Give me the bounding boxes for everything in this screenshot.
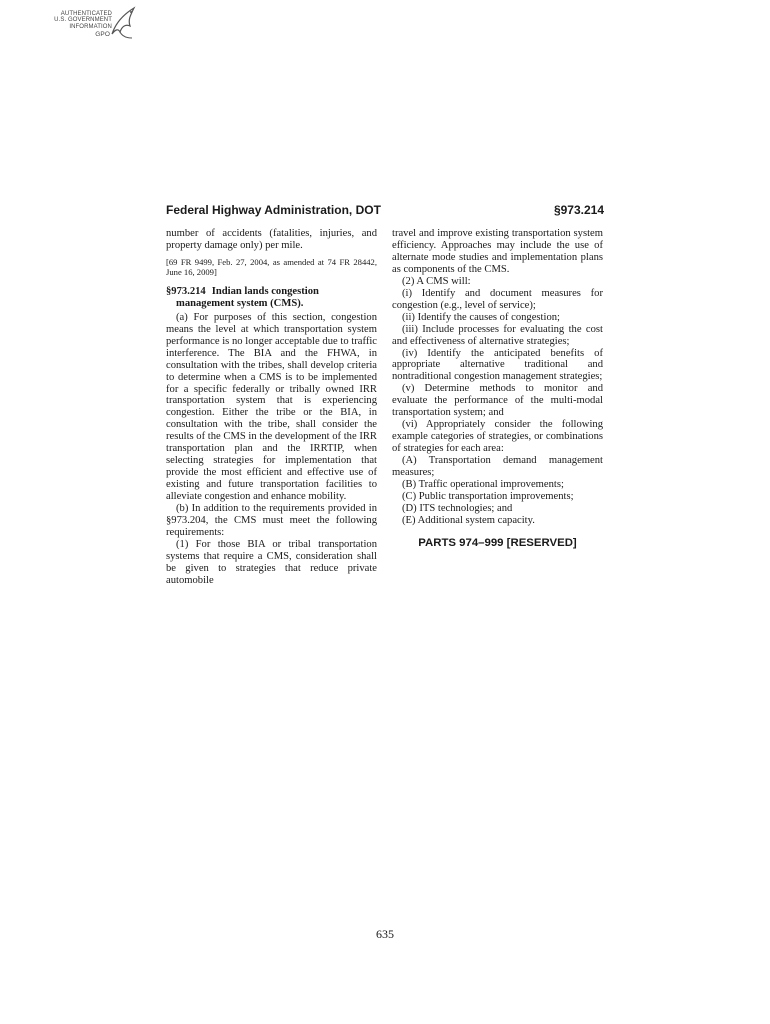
parts-reserved-heading: PARTS 974–999 [RESERVED] bbox=[418, 536, 577, 549]
paragraph-b: (b) In addition to the requirements provided in §973.204, the CMS must meet the following requirements: bbox=[166, 503, 377, 538]
item-ii: (ii) Identify the causes of congestion; bbox=[402, 311, 560, 323]
item-vi: (vi) Appropriately consider the following example categories of strategies, or combinations of strategies for each area: bbox=[392, 419, 603, 455]
section-header: §973.214 bbox=[553, 203, 604, 217]
citation: [69 FR 9499, Feb. 27, 2004, as amended at 74 FR 28442, June 16, 2009] bbox=[166, 256, 377, 278]
gpo-authentication-logo bbox=[28, 4, 140, 48]
agency-header: Federal Highway Administration, DOT bbox=[166, 203, 381, 217]
page-number: 635 bbox=[376, 927, 394, 941]
logo-line-2: U.S. GOVERNMENT bbox=[54, 17, 112, 24]
item-B: (B) Traffic operational improvements; bbox=[402, 479, 564, 491]
section-heading bbox=[166, 286, 377, 310]
section-number: §973.214 bbox=[166, 285, 206, 297]
item-E: (E) Additional system capacity. bbox=[402, 514, 535, 526]
gpo-logo-text bbox=[28, 11, 112, 39]
logo-line-3: INFORMATION bbox=[69, 23, 112, 30]
item-C: (C) Public transportation improvements; bbox=[402, 490, 574, 502]
item-iii: (iii) Include processes for evaluating the cost and effectiveness of alternative strategies; bbox=[392, 323, 603, 347]
item-D: (D) ITS technologies; and bbox=[402, 502, 513, 514]
running-head bbox=[166, 203, 604, 219]
right-column bbox=[392, 228, 603, 550]
item-i: (i) Identify and document measures for congestion (e.g., level of service); bbox=[392, 287, 603, 311]
paragraph-b-1-continued: travel and improve existing transportation system efficiency. Approaches may include the use of alternate mode studies and implementation plans as components of the CMS. bbox=[392, 228, 603, 275]
paragraph-a: (a) For purposes of this section, congestion means the level at which transportation system performance is no longer acceptable due to traffic interference. The BIA and the FHWA, in consultation with the tribes, shall develop criteria to determine when a CMS is to be implemented for a specific federally or tribally owned IRR transportation system that is experiencing congestion. Either the tribe or the BIA, in consultation with the tribe, shall consider the results of the CMS in the development of the IRR transportation plan and the IRRTIP, when selecting strategies for implementation that provide the most efficient and effective use of existing and future transportation facilities to alleviate congestion and enhance mobility. bbox=[166, 311, 377, 503]
logo-mark: GPO bbox=[95, 31, 110, 39]
item-iv: (iv) Identify the anticipated benefits of appropriate alternative traditional and nontraditional congestion management strategies; bbox=[392, 347, 603, 383]
paragraph-b-1: (1) For those BIA or tribal transportation systems that require a CMS, consideration shall be given to strategies that reduce private automobile bbox=[166, 538, 377, 586]
paragraph-b-2: (2) A CMS will: bbox=[402, 275, 471, 287]
logo-line-1: AUTHENTICATED bbox=[60, 11, 112, 17]
left-column bbox=[166, 228, 377, 587]
item-v: (v) Determine methods to monitor and evaluate the performance of the multi-modal transportation system; and bbox=[392, 383, 603, 419]
item-A: (A) Transportation demand management measures; bbox=[392, 455, 603, 479]
section-title: Indian lands congestion management system (CMS). bbox=[176, 285, 319, 309]
continuation-paragraph: number of accidents (fatalities, injuries, and property damage only) per mile. bbox=[166, 228, 377, 251]
eagle-icon bbox=[108, 4, 138, 44]
